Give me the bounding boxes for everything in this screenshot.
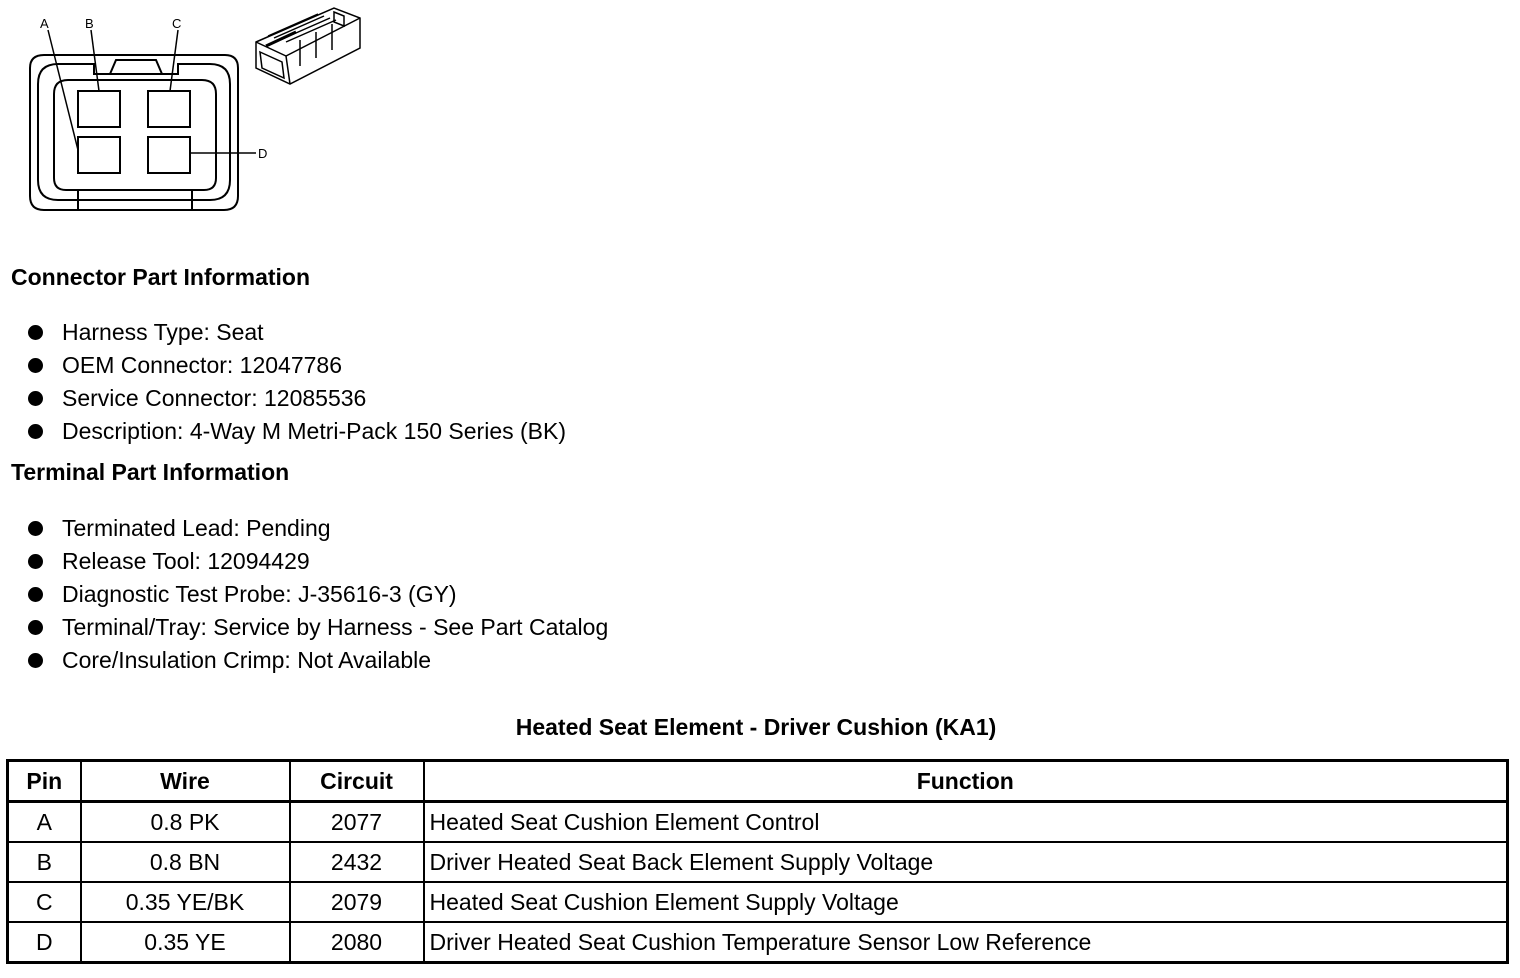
description-text: Description: 4-Way M Metri-Pack 150 Series (BK) xyxy=(62,418,567,444)
bullet-icon xyxy=(28,653,43,668)
pin-cell: B xyxy=(8,842,81,882)
bullet-icon xyxy=(28,554,43,569)
pin-label-c: C xyxy=(172,16,182,31)
bullet-icon xyxy=(28,325,43,340)
header-wire: Wire xyxy=(81,761,290,802)
table-row xyxy=(8,802,1508,843)
circuit-cell: 2077 xyxy=(290,802,424,843)
header-function: Function xyxy=(424,761,1508,802)
bullet-icon xyxy=(28,620,43,635)
bullet-icon xyxy=(28,391,43,406)
wire-cell: 0.8 BN xyxy=(81,842,290,882)
table-title: Heated Seat Element - Driver Cushion (KA1) xyxy=(515,714,997,740)
list-item xyxy=(28,349,566,382)
harness-type-text: Harness Type: Seat xyxy=(62,319,264,345)
oem-connector-text: OEM Connector: 12047786 xyxy=(62,352,343,378)
table-row xyxy=(8,842,1508,882)
wire-cell: 0.8 PK xyxy=(81,802,290,843)
release-tool-text: Release Tool: 12094429 xyxy=(62,548,310,574)
list-item xyxy=(28,415,566,448)
pin-label-d: D xyxy=(258,146,268,161)
crimp-text: Core/Insulation Crimp: Not Available xyxy=(62,647,432,673)
list-item xyxy=(28,382,566,415)
service-connector-text: Service Connector: 12085536 xyxy=(62,385,367,411)
wire-cell: 0.35 YE xyxy=(81,922,290,963)
list-item xyxy=(28,578,608,611)
pin-label-a: A xyxy=(40,16,49,31)
circuit-cell: 2080 xyxy=(290,922,424,963)
connector-3d-icon xyxy=(256,8,360,84)
header-pin: Pin xyxy=(8,761,81,802)
bullet-icon xyxy=(28,587,43,602)
connector-part-info-heading: Connector Part Information xyxy=(11,264,311,290)
table-header-row xyxy=(8,761,1508,802)
circuit-cell: 2432 xyxy=(290,842,424,882)
circuit-cell: 2079 xyxy=(290,882,424,922)
terminal-tray-text: Terminal/Tray: Service by Harness - See Part Catalog xyxy=(62,614,609,640)
function-cell: Driver Heated Seat Back Element Supply Voltage xyxy=(424,842,1508,882)
pin-label-b: B xyxy=(85,16,94,31)
bullet-icon xyxy=(28,358,43,373)
pin-cell: C xyxy=(8,882,81,922)
list-item xyxy=(28,644,608,677)
connector-part-info-list xyxy=(28,316,566,448)
pinout-table xyxy=(6,759,1509,964)
list-item xyxy=(28,545,608,578)
table-row xyxy=(8,882,1508,922)
list-item xyxy=(28,611,608,644)
pin-cell: D xyxy=(8,922,81,963)
list-item xyxy=(28,316,566,349)
pin-cell: A xyxy=(8,802,81,843)
table-row xyxy=(8,922,1508,963)
test-probe-text: Diagnostic Test Probe: J-35616-3 (GY) xyxy=(62,581,457,607)
terminated-lead-text: Terminated Lead: Pending xyxy=(62,515,331,541)
function-cell: Heated Seat Cushion Element Supply Voltage xyxy=(424,882,1508,922)
function-cell: Heated Seat Cushion Element Control xyxy=(424,802,1508,843)
header-circuit: Circuit xyxy=(290,761,424,802)
terminal-part-info-list xyxy=(28,512,608,677)
wire-cell: 0.35 YE/BK xyxy=(81,882,290,922)
list-item xyxy=(28,512,608,545)
bullet-icon xyxy=(28,521,43,536)
function-cell: Driver Heated Seat Cushion Temperature Sensor Low Reference xyxy=(424,922,1508,963)
connector-diagram xyxy=(0,0,380,225)
bullet-icon xyxy=(28,424,43,439)
terminal-part-info-heading: Terminal Part Information xyxy=(11,459,290,485)
